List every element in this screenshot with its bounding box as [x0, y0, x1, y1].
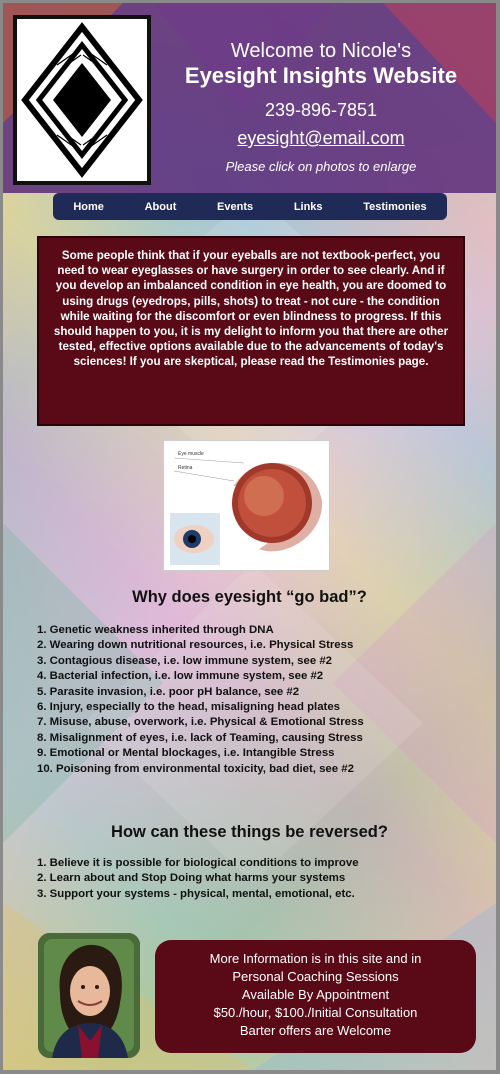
phone-number: 239-896-7851	[264, 100, 378, 120]
list-item: 3. Contagious disease, i.e. low immune system, see #2	[37, 654, 333, 667]
label-retina: Retina	[178, 465, 193, 471]
list-item: 3. Support your systems - physical, mental, emotional, etc.	[37, 887, 355, 900]
why-heading: Why does eyesight “go bad”?	[132, 588, 367, 606]
nav-about[interactable]: About	[144, 200, 177, 213]
nav-testimonies[interactable]: Testimonies	[363, 200, 427, 213]
info-line: Personal Coaching Sessions	[232, 969, 399, 984]
coaching-info-panel	[155, 940, 476, 1053]
list-item: 4. Bacterial infection, i.e. low immune system, see #2	[37, 670, 324, 683]
why-list	[37, 623, 364, 777]
list-item: 1. Believe it is possible for biological conditions to improve	[37, 857, 359, 869]
label-eye-muscle: Eye muscle	[178, 451, 204, 457]
site-title: Eyesight Insights Website	[184, 63, 458, 88]
list-item: 5. Parasite invasion, i.e. poor pH balance, see #2	[37, 685, 300, 698]
info-line: Barter offers are Welcome	[239, 1023, 392, 1038]
nav-home[interactable]: Home	[73, 200, 104, 213]
nicole-photo[interactable]	[38, 933, 140, 1058]
email-link[interactable]: eyesight@email.com	[237, 128, 405, 148]
info-line: $50./hour, $100./Initial Consultation	[213, 1005, 418, 1020]
list-item: 1. Genetic weakness inherited through DNA	[37, 624, 274, 636]
site-logo[interactable]	[13, 15, 151, 185]
nav-links[interactable]: Links	[293, 200, 323, 213]
welcome-text: Welcome to Nicole's	[230, 40, 412, 62]
intro-panel: Some people think that if your eyeballs are not textbook-perfect, you need to wear eyeglasses or have surgery in order to see clearly. And if you develop an imbalanced condition in eye health, you are doomed to using drugs (eyedrops, pills, shots) to treat - not cure - the condition while waiting for the discomfort or even blindness to progress. If this should happen to you, it is my delight to inform you that there are other tested, effective options available due to the advancements of today's sciences! If you are skeptical, please read the Testimonies page.	[37, 236, 465, 426]
info-line: Available By Appointment	[241, 987, 390, 1002]
eye-illustration	[164, 441, 329, 570]
reverse-list	[37, 856, 359, 902]
portrait-image	[38, 933, 140, 1058]
logo-diamond-icon	[17, 19, 147, 181]
list-item: 6. Injury, especially to the head, misaligning head plates	[37, 701, 340, 714]
click-photos-note: Please click on photos to enlarge	[225, 159, 417, 174]
list-item: 8. Misalignment of eyes, i.e. lack of Teaming, causing Stress	[37, 731, 363, 744]
eye-anatomy-image[interactable]	[163, 440, 330, 571]
reverse-heading: How can these things be reversed?	[111, 823, 388, 841]
nav-events[interactable]: Events	[217, 200, 254, 213]
list-item: 2. Wearing down nutritional resources, i.e. Physical Stress	[37, 639, 354, 652]
list-item: 10. Poisoning from environmental toxicity, bad diet, see #2	[37, 762, 354, 775]
header	[153, 19, 489, 175]
list-item: 2. Learn about and Stop Doing what harms your systems	[37, 872, 346, 885]
main-nav	[53, 193, 447, 220]
info-line: More Information is in this site and in	[209, 951, 422, 966]
list-item: 9. Emotional or Mental blockages, i.e. Intangible Stress	[37, 747, 335, 760]
list-item: 7. Misuse, abuse, overwork, i.e. Physical & Emotional Stress	[37, 716, 364, 729]
page-frame	[3, 3, 496, 1070]
